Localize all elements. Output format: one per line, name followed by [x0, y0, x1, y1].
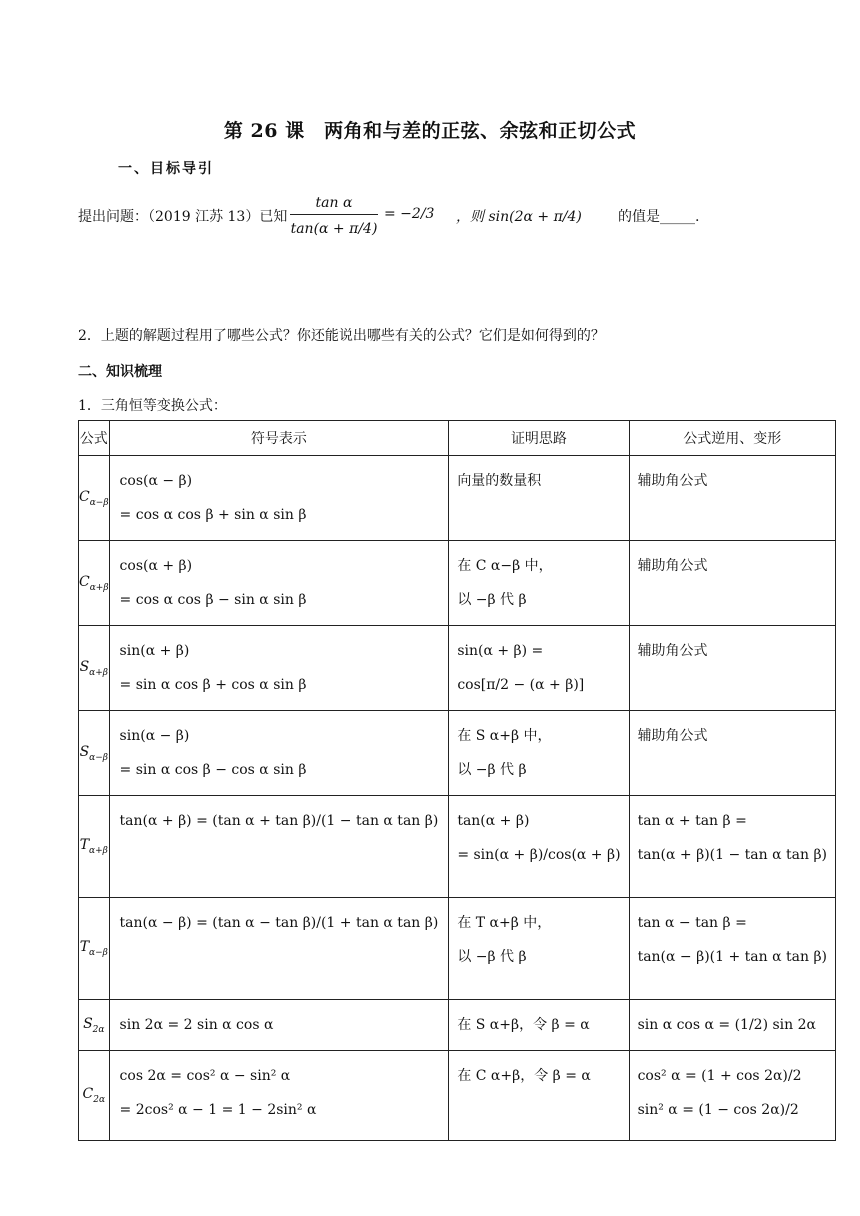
proof-cell	[449, 456, 629, 541]
page-title: 第 26 课 两角和与差的正弦、余弦和正切公式	[223, 120, 637, 142]
formula-code	[79, 898, 110, 1000]
symbol-line: = cos α cos β − sin α sin β	[119, 592, 307, 608]
usage-line: sin α cos α = (1/2) sin 2α	[637, 1017, 816, 1033]
header-proof: 证明思路	[449, 421, 629, 456]
formula-code-letter: C	[79, 488, 90, 505]
header-symbol: 符号表示	[109, 421, 449, 456]
usage-line: 辅助角公式	[637, 558, 708, 574]
proof-line: 以 −β 代 β	[457, 949, 527, 965]
symbol-line: = cos α cos β + sin α sin β	[119, 507, 307, 523]
formula-code-subscript: α−β	[89, 947, 108, 958]
symbol-line: sin 2α = 2 sin α cos α	[119, 1017, 274, 1033]
problem-suffix: 的值是_____.	[618, 209, 700, 225]
symbol-line: cos(α + β)	[119, 558, 193, 574]
proof-line: = sin(α + β)/cos(α + β)	[457, 847, 621, 863]
question-1: 1．三角恒等变换公式：	[78, 398, 227, 414]
formula-code-subscript: α−β	[89, 497, 109, 508]
table-row	[79, 898, 836, 1000]
problem-equals: = −2/3	[384, 206, 435, 222]
symbol-line: cos 2α = cos² α − sin² α	[119, 1068, 291, 1084]
formula-code-letter: S	[79, 743, 90, 760]
symbol-line: = sin α cos β − cos α sin β	[119, 762, 307, 778]
usage-line: tan(α + β)(1 − tan α tan β)	[637, 847, 827, 863]
formula-code-letter: S	[79, 658, 90, 675]
usage-line: sin² α = (1 − cos 2α)/2	[637, 1102, 799, 1118]
usage-line: 辅助角公式	[637, 473, 708, 489]
formula-code-subscript: α+β	[89, 845, 108, 856]
formula-code-subscript: α+β	[89, 582, 109, 593]
symbol-cell	[109, 541, 449, 626]
usage-cell	[629, 898, 835, 1000]
formula-code-subscript: 2α	[93, 1094, 106, 1105]
symbol-line: cos(α − β)	[119, 473, 193, 489]
formula-code	[79, 626, 110, 711]
proof-cell	[449, 796, 629, 898]
fraction-denominator: tan(α + π/4)	[290, 221, 378, 237]
section-heading-goals: 一、目标导引	[118, 161, 214, 177]
proof-line: 以 −β 代 β	[457, 762, 527, 778]
formula-code-letter: T	[79, 939, 90, 956]
table-row	[79, 711, 836, 796]
usage-cell	[629, 541, 835, 626]
proof-cell	[449, 898, 629, 1000]
table-row	[79, 1051, 836, 1141]
table-row	[79, 456, 836, 541]
problem-fraction	[290, 192, 378, 243]
formula-code	[79, 796, 110, 898]
usage-line: tan α + tan β =	[637, 813, 747, 829]
symbol-cell	[109, 796, 449, 898]
problem-prefix: 提出问题：（2019 江苏 13）已知	[78, 209, 288, 225]
symbol-cell	[109, 626, 449, 711]
proof-cell	[449, 711, 629, 796]
formula-code	[79, 1051, 110, 1141]
symbol-cell	[109, 1000, 449, 1051]
question-2: 2．上题的解题过程用了哪些公式？你还能说出哪些有关的公式？它们是如何得到的？	[78, 328, 605, 344]
usage-line: tan(α − β)(1 + tan α tan β)	[637, 949, 827, 965]
proof-cell	[449, 626, 629, 711]
symbol-line: sin(α − β)	[119, 728, 190, 744]
proof-line: cos[π/2 − (α + β)]	[457, 677, 585, 693]
table-row	[79, 541, 836, 626]
formula-code-letter: C	[82, 1086, 94, 1103]
formula-code-letter: S	[83, 1015, 93, 1032]
formula-code-letter: C	[79, 573, 90, 590]
fraction-numerator: tan α	[290, 192, 378, 215]
usage-cell	[629, 626, 835, 711]
formula-code-subscript: α−β	[89, 752, 108, 763]
formula-code	[79, 541, 110, 626]
table-row	[79, 796, 836, 898]
usage-line: 辅助角公式	[637, 643, 708, 659]
section-heading-knowledge: 二、知识梳理	[78, 364, 162, 380]
proof-line: tan(α + β)	[457, 813, 530, 829]
symbol-line: tan(α + β) = (tan α + tan β)/(1 − tan α tan β)	[119, 813, 439, 829]
symbol-line: = 2cos² α − 1 = 1 − 2sin² α	[119, 1102, 317, 1118]
formula-code	[79, 456, 110, 541]
proof-cell	[449, 1051, 629, 1141]
formula-code-subscript: 2α	[92, 1024, 105, 1035]
usage-line: tan α − tan β =	[637, 915, 747, 931]
proof-cell	[449, 1000, 629, 1051]
formula-code-subscript: α+β	[89, 667, 108, 678]
usage-cell	[629, 1051, 835, 1141]
proof-cell	[449, 541, 629, 626]
table-row	[79, 1000, 836, 1051]
table-body	[79, 456, 836, 1141]
header-usage: 公式逆用、变形	[629, 421, 835, 456]
proof-line: 在 S α+β 中，	[457, 728, 552, 744]
proof-line: 在 C α+β，令 β = α	[457, 1068, 591, 1084]
proof-line: 在 T α+β 中，	[457, 915, 552, 931]
table-row	[79, 626, 836, 711]
usage-line: cos² α = (1 + cos 2α)/2	[637, 1068, 802, 1084]
proof-line: 在 S α+β，令 β = α	[457, 1017, 590, 1033]
proof-line: 向量的数量积	[457, 473, 542, 489]
formula-code	[79, 711, 110, 796]
formula-code	[79, 1000, 110, 1051]
symbol-line: tan(α − β) = (tan α − tan β)/(1 + tan α tan β)	[119, 915, 439, 931]
symbol-cell	[109, 1051, 449, 1141]
problem-middle: ，则 sin(2α + π/4)	[456, 209, 582, 225]
usage-line: 辅助角公式	[637, 728, 708, 744]
proof-line: 以 −β 代 β	[457, 592, 527, 608]
formula-code-letter: T	[79, 837, 90, 854]
proof-line: 在 C α−β 中，	[457, 558, 553, 574]
symbol-line: sin(α + β)	[119, 643, 190, 659]
symbol-cell	[109, 898, 449, 1000]
usage-cell	[629, 711, 835, 796]
formula-table	[78, 420, 836, 1141]
proof-line: sin(α + β) =	[457, 643, 544, 659]
usage-cell	[629, 1000, 835, 1051]
usage-cell	[629, 456, 835, 541]
symbol-cell	[109, 456, 449, 541]
usage-cell	[629, 796, 835, 898]
problem-statement	[78, 186, 798, 266]
header-formula: 公式	[79, 421, 110, 456]
table-header-row	[79, 421, 836, 456]
symbol-cell	[109, 711, 449, 796]
symbol-line: = sin α cos β + cos α sin β	[119, 677, 307, 693]
